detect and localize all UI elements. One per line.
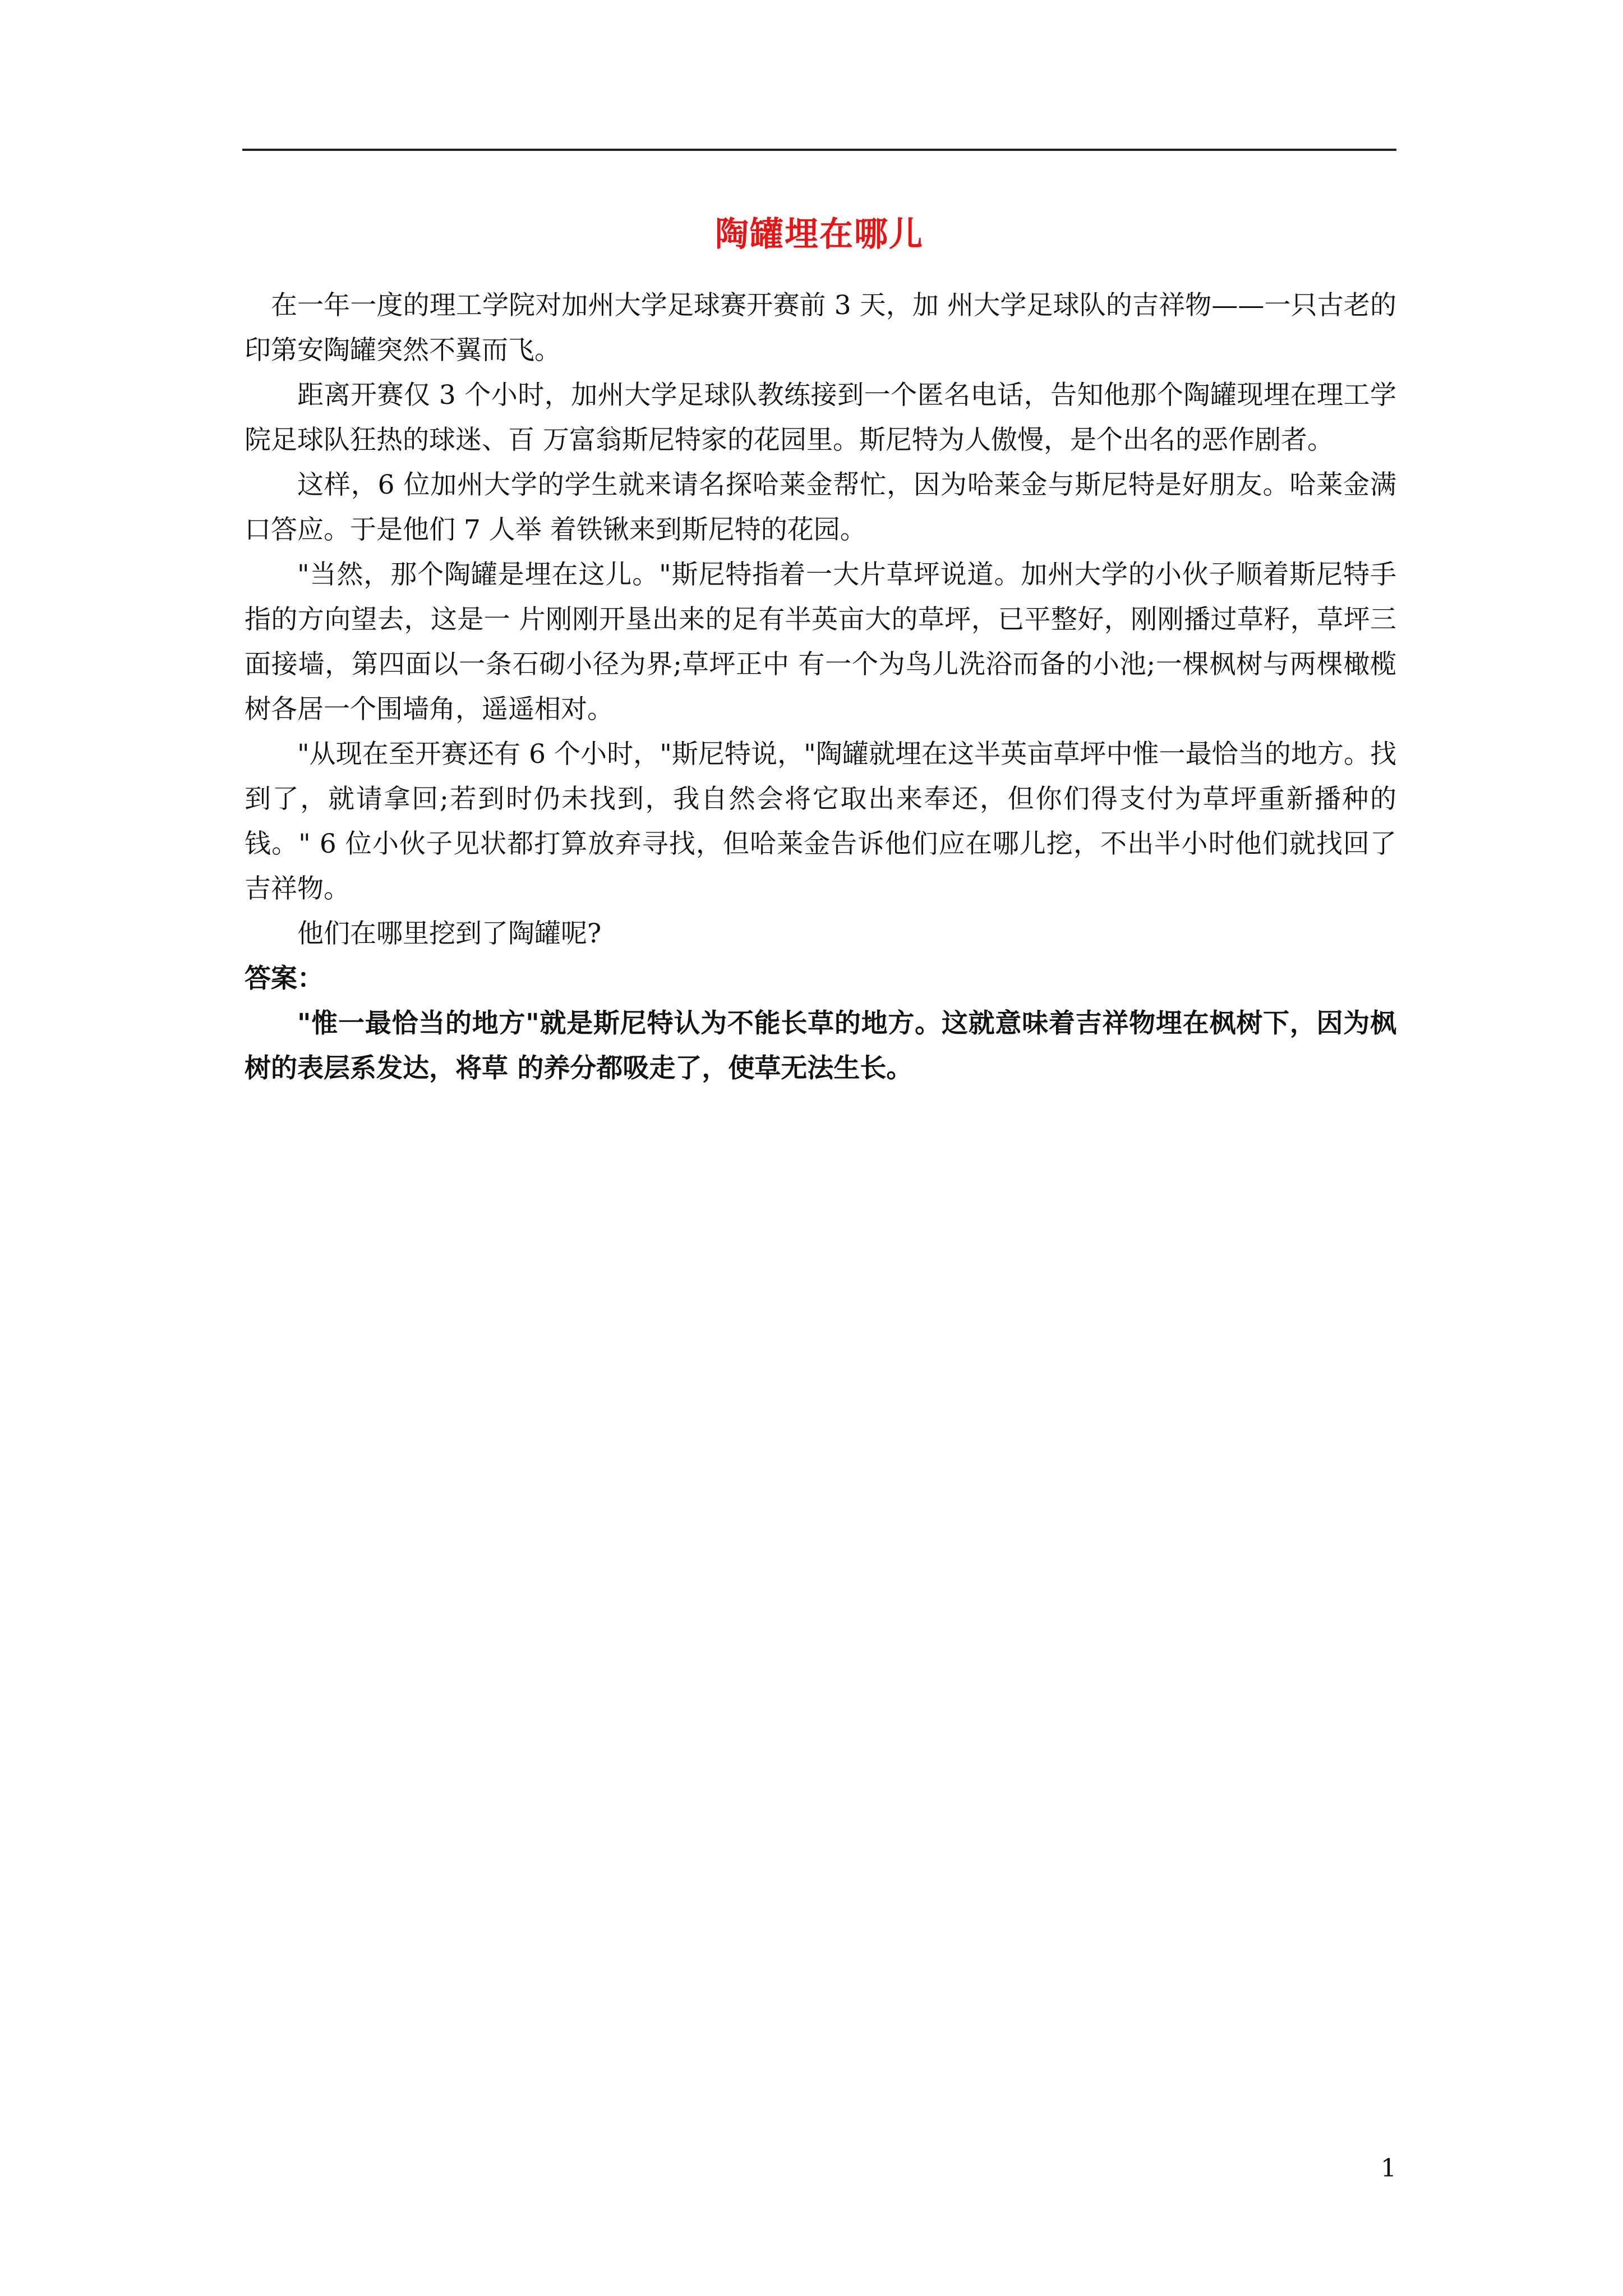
paragraph-2: 距离开赛仅 3 个小时，加州大学足球队教练接到一个匿名电话，告知他那个陶罐现埋在理工学院足球队狂热的球迷、百 万富翁斯尼特家的花园里。斯尼特为人傲慢，是个出名的恶作剧者。 [245, 380, 1396, 455]
header-rule [242, 149, 1396, 151]
paragraph-3: 这样，6 位加州大学的学生就来请名探哈莱金帮忙，因为哈莱金与斯尼特是好朋友。哈莱金满口答应。于是他们 7 人举 着铁锹来到斯尼特的花园。 [245, 470, 1396, 545]
page-number: 1 [1381, 2154, 1396, 2183]
paragraph-1: 在一年一度的理工学院对加州大学足球赛开赛前 3 天，加 州大学足球队的吉祥物——一只古老的印第安陶罐突然不翼而飞。 [245, 290, 1396, 366]
document-body [245, 283, 1396, 1091]
question-paragraph: 他们在哪里挖到了陶罐呢? [297, 918, 602, 949]
answer-label: 答案： [245, 963, 324, 994]
answer-text: "惟一最恰当的地方"就是斯尼特认为不能长草的地方。这就意味着吉祥物埋在枫树下，因为枫树的表层系发达，将草 的养分都吸走了，使草无法生长。 [245, 1008, 1396, 1084]
document-title: 陶罐埋在哪儿 [715, 215, 924, 254]
paragraph-5: "从现在至开赛还有 6 个小时，"斯尼特说，"陶罐就埋在这半英亩草坪中惟一最恰当的地方。找到了，就请拿回;若到时仍未找到，我自然会将它取出来奉还，但你们得支付为草坪重新播种的钱。" 6 位小伙子见状都打算放弃寻找，但哈莱金告诉他们应在哪儿挖，不出半小时他们就找回了吉祥物。 [245, 739, 1396, 904]
paragraph-4: "当然，那个陶罐是埋在这儿。"斯尼特指着一大片草坪说道。加州大学的小伙子顺着斯尼特手指的方向望去，这是一 片刚刚开垦出来的足有半英亩大的草坪，已平整好，刚刚播过草籽，草坪三面接墙，第四面以一条石砌小径为界;草坪正中 有一个为鸟儿洗浴而备的小池;一棵枫树与两棵橄榄树各居一个围墙角，遥遥相对。 [245, 559, 1396, 725]
